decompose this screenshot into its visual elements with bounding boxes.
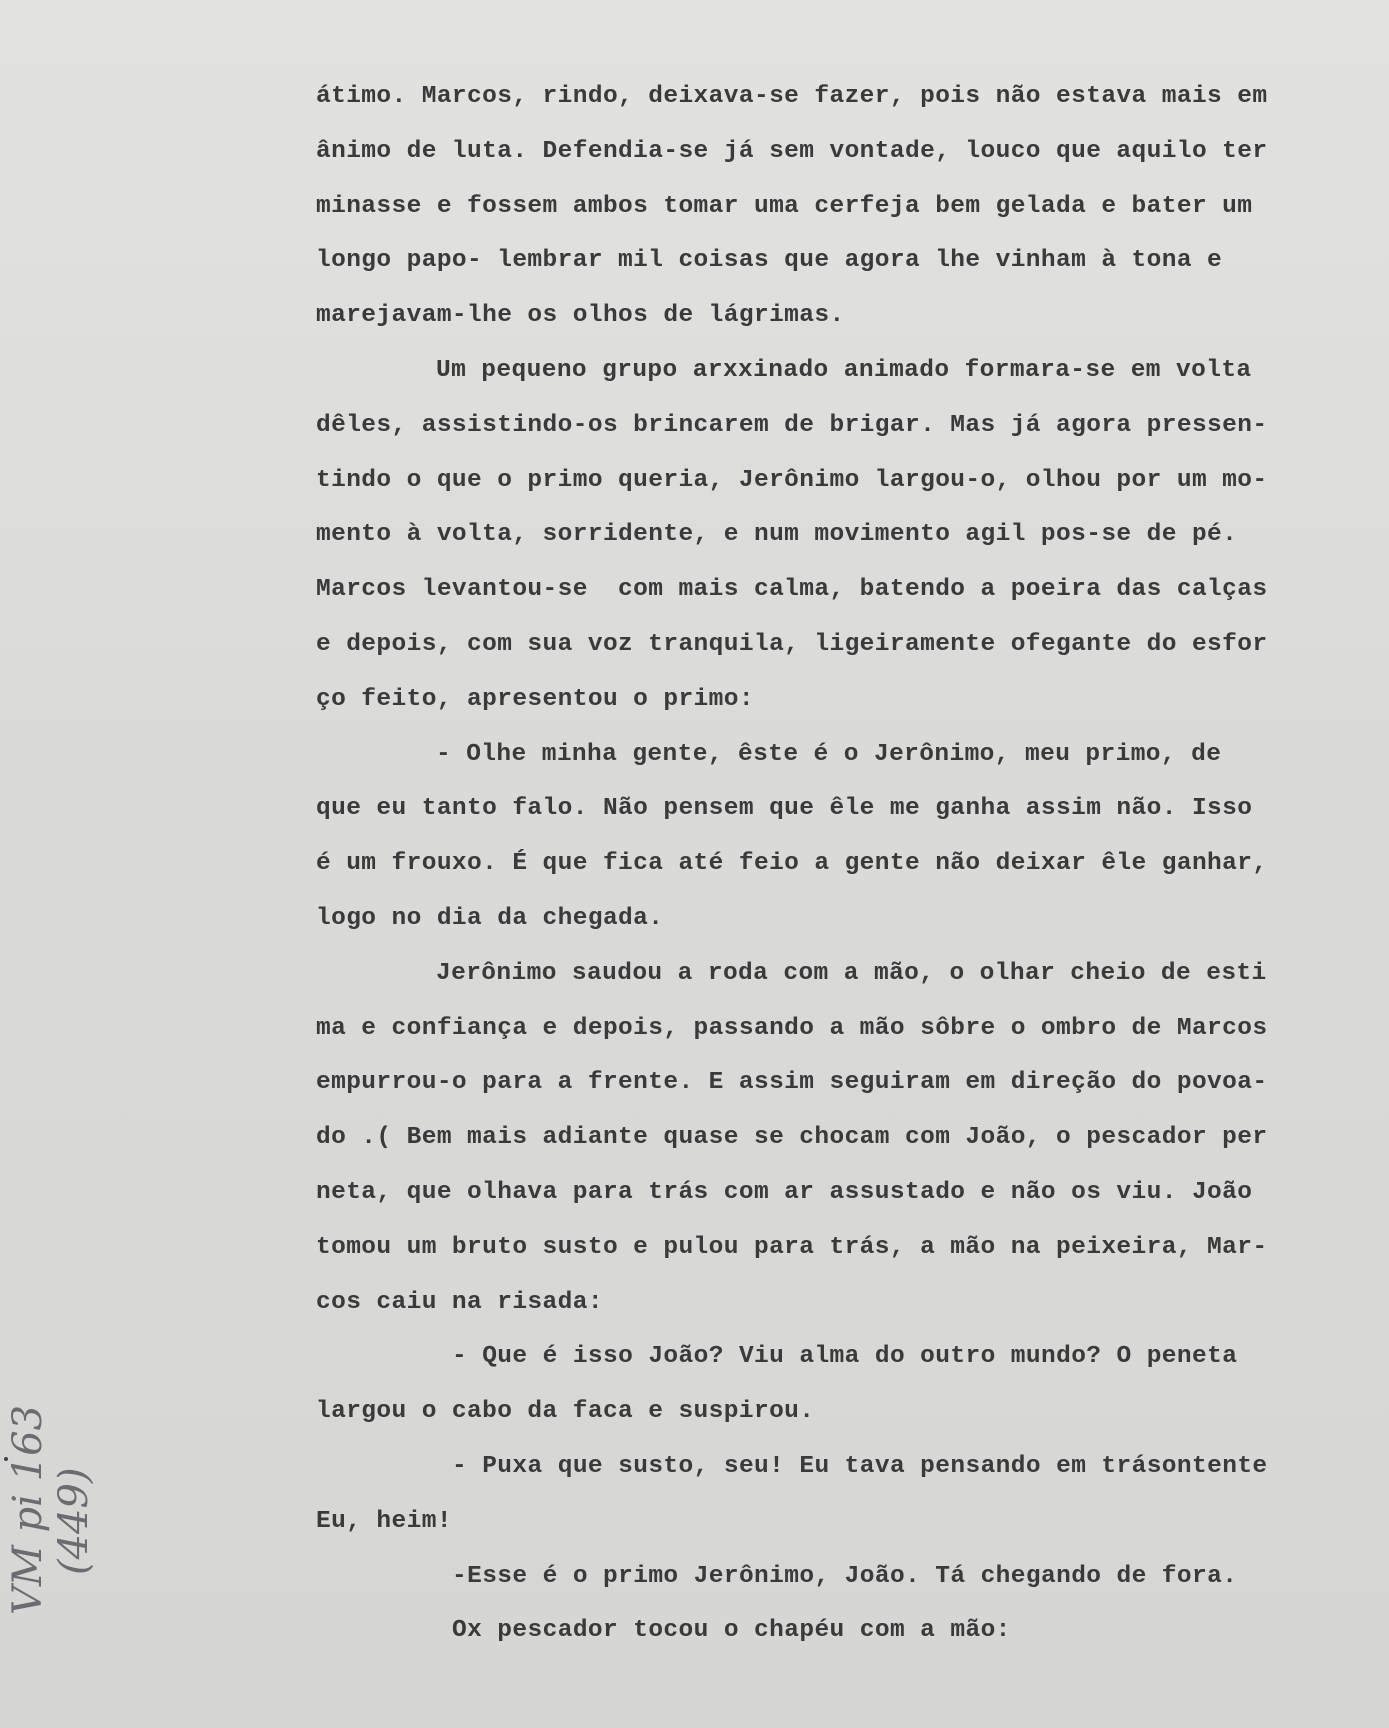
text-line: - Que é isso João? Viu alma do outro mundo? O peneta <box>452 1343 1238 1371</box>
text-line: -Esse é o primo Jerônimo, João. Tá chegando de fora. <box>452 1562 1238 1590</box>
text-line: tindo o que o primo queria, Jerônimo largou-o, olhou por um mo- <box>316 466 1268 494</box>
text-line: minasse e fossem ambos tomar uma cerfeja bem gelada e bater um <box>316 192 1253 220</box>
text-line: é um frouxo. É que fica até feio a gente não deixar êle ganhar, <box>316 850 1268 878</box>
text-line: átimo. Marcos, rindo, deixava-se fazer, pois não estava mais em <box>316 83 1268 110</box>
text-line: ço feito, apresentou o primo: <box>316 685 754 713</box>
text-line: neta, que olhava para trás com ar assustado e não os viu. João <box>316 1178 1253 1206</box>
text-line: logo no dia da chegada. <box>316 904 664 932</box>
annotation-line: VM pi 163 <box>5 1404 51 1615</box>
text-line: - Olhe minha gente, êste é o Jerônimo, meu primo, de <box>436 740 1222 768</box>
text-line: do .( Bem mais adiante quase se chocam com João, o pescador per <box>316 1124 1268 1152</box>
text-line: cos caiu na risada: <box>316 1288 603 1316</box>
text-line: mento à volta, sorridente, e num movimento agil pos-se de pé. <box>316 521 1238 549</box>
text-line: Eu, heim! <box>316 1507 452 1535</box>
text-line: Jerônimo saudou a roda com a mão, o olhar cheio de esti <box>436 959 1267 987</box>
text-line: longo papo- lembrar mil coisas que agora lhe vinham à tona e <box>316 247 1223 275</box>
text-line: ânimo de luta. Defendia-se já sem vontade, louco que aquilo ter <box>316 137 1268 165</box>
text-line: e depois, com sua voz tranquila, ligeiramente ofegante do esfor <box>316 630 1268 658</box>
text-line: empurrou-o para a frente. E assim seguiram em direção do povoa- <box>316 1069 1268 1097</box>
text-line: ma e confiança e depois, passando a mão sôbre o ombro de Marcos <box>316 1014 1268 1042</box>
text-line: que eu tanto falo. Não pensem que êle me ganha assim não. Isso <box>316 795 1253 823</box>
text-line: marejavam-lhe os olhos de lágrimas. <box>316 302 845 330</box>
text-line: Um pequeno grupo arxxinado animado formara-se em volta <box>436 356 1252 384</box>
annotation-line: (449) <box>51 1467 97 1575</box>
text-line: Ox pescador tocou o chapéu com a mão: <box>452 1617 1011 1645</box>
text-line: largou o cabo da faca e suspirou. <box>316 1398 815 1426</box>
text-line: dêles, assistindo-os brincarem de brigar. Mas já agora pressen- <box>316 411 1268 439</box>
handwritten-annotation <box>5 1404 235 1615</box>
text-line: tomou um bruto susto e pulou para trás, a mão na peixeira, Mar- <box>316 1233 1268 1261</box>
text-line: Marcos levantou-se com mais calma, batendo a poeira das calças <box>316 576 1268 604</box>
typed-text-block <box>316 70 1376 1659</box>
text-line: - Puxa que susto, seu! Eu tava pensando em trásontente <box>452 1452 1268 1480</box>
